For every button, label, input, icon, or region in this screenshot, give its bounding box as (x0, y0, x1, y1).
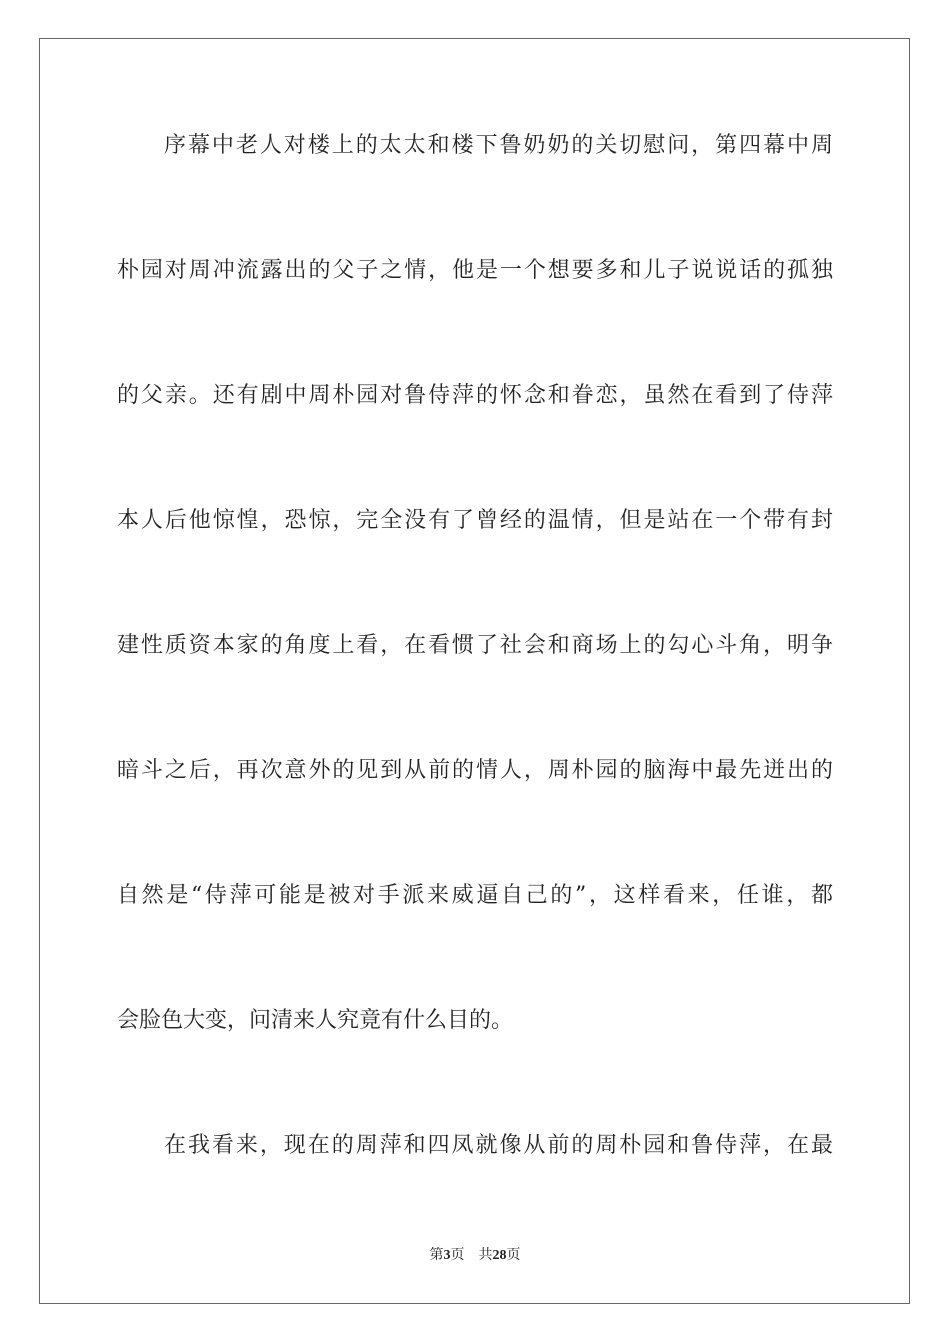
page-border (39, 38, 910, 1304)
paragraph-1-line-2: 朴园对周冲流露出的父子之情，他是一个想要多和儿子说说话的孤独 (117, 258, 833, 283)
paragraph-2-line-1: 在我看来，现在的周萍和四凤就像从前的周朴园和鲁侍萍，在最 (164, 1133, 833, 1158)
footer-page-number: 3 (443, 1248, 451, 1263)
footer-page-prefix: 第 (429, 1247, 444, 1263)
paragraph-1-line-5: 建性质资本家的角度上看，在看惯了社会和商场上的勾心斗角，明争 (117, 633, 833, 658)
paragraph-1-line-6: 暗斗之后，再次意外的见到从前的情人，周朴园的脑海中最先迸出的 (117, 758, 833, 783)
paragraph-1-line-3: 的父亲。还有剧中周朴园对鲁侍萍的怀念和眷恋，虽然在看到了侍萍 (117, 383, 833, 408)
footer-total-suffix: 页 (506, 1247, 521, 1263)
paragraph-1-line-1: 序幕中老人对楼上的太太和楼下鲁奶奶的关切慰问，第四幕中周 (164, 133, 833, 158)
paragraph-1-line-4: 本人后他惊惶，恐惊，完全没有了曾经的温情，但是站在一个带有封 (117, 508, 833, 533)
footer-total-pages: 28 (492, 1248, 507, 1263)
paragraph-1-line-8: 会脸色大变，问清来人究竟有什么目的。 (117, 1008, 514, 1033)
footer-total-prefix: 共 (478, 1247, 493, 1263)
page-footer (0, 1245, 950, 1266)
footer-page-suffix: 页 (450, 1247, 465, 1263)
paragraph-1-line-7: 自然是“侍萍可能是被对手派来威逼自己的”，这样看来，任谁，都 (117, 883, 833, 908)
